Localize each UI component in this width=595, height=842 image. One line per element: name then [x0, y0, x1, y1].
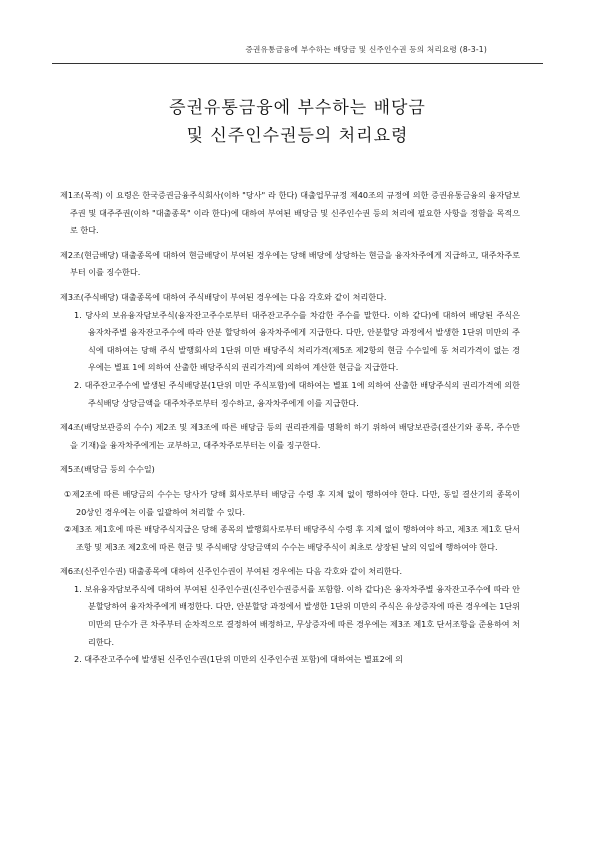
article-4: 제4조(배당보관증의 수수) 제2조 및 제3조에 따른 배당금 등의 권리관계를 명확히 하기 위하여 배당보관증(결산기와 종목, 주수만을 기재)을 융자차주에게는 교부하고, 대주차주로부터는 이를 징구한다. [60, 422, 520, 450]
article-5-clause-1: ①제2조에 따른 배당금의 수수는 당사가 당해 회사로부터 배당금 수령 후 지체 없이 행하여야 한다. 다만, 동일 결산기의 종목이 20상인 경우에는 이를 일괄하여 처리할 수 있다. [64, 488, 520, 517]
article-3: 제3조(주식배당) 대출종목에 대하여 주식배당이 부여된 경우에는 다음 각호와 같이 처리한다. [60, 291, 387, 302]
document-title-line-1: 증권유통금융에 부수하는 배당금 [169, 98, 426, 118]
header-rule [52, 63, 543, 64]
article-6: 제6조(신주인수권) 대출종목에 대하여 신주인수권이 부여된 경우에는 다음 각호와 같이 처리한다. [60, 566, 403, 577]
article-3-item-2: 2. 대주잔고주수에 발생된 주식배당분(1단위 미만 주식포함)에 대하여는 별표 1에 의하여 산출한 배당주식의 권리가격에 의한 주식배당 상당금액을 대주차주로부터 징수하고, 융자차주에게 이를 지급한다. [74, 379, 520, 408]
article-1: 제1조(목적) 이 요령은 한국증권금융주식회사(이하 "당사" 라 한다) 대출업무규정 제40조의 규정에 의한 증권유통금융의 융자담보주권 및 대주주권(이하 "대출종목" 이라 한다)에 대하여 부여된 배당금 및 신주인수권 등의 처리에 필요한 사항을 정함을 목적으로 한다. [60, 190, 520, 236]
article-3-item-1: 1. 당사의 보유융자담보주식(융자잔고주수로부터 대주잔고주수를 차감한 주수를 말한다. 이하 같다)에 대하여 배당된 주식은 융자차주별 융자잔고주수에 따라 안분 할당하여 융자차주에게 지급한다. 다만, 안분할당 과정에서 발생한 1단위 미만의 주식에 대하여는 당해 주식 발행회사의 1단위 미만 배당주식 처리가격(제5조 제2항의 현금 수수일에 동 처리가격이 없는 경우에는 별표 1에 의하여 산출한 배당주식의 권리가격)에 의하여 계산한 현금을 지급한다. [74, 309, 520, 373]
article-6-item-2: 2. 대주잔고주수에 발생된 신주인수권(1단위 미만의 신주인수권 포함)에 대하여는 별표2에 의 [74, 654, 403, 665]
article-6-item-1: 1. 보유융자담보주식에 대하여 부여된 신주인수권(신주인수권증서를 포함함. 이하 같다)은 융자차주별 융자잔고주수에 따라 안분할당하여 융자차주에게 배정한다. 다만, 안분할당 과정에서 발생한 1단위 미만의 주식은 유상증자에 따른 경우에는 1단위 미만의 단수가 큰 차주부터 순차적으로 결정하여 배정하고, 무상증자에 따른 경우에는 제3조 제1호 단서조항을 준용하여 처리한다. [74, 583, 521, 647]
document-title-line-2: 및 신주인수권등의 처리요령 [186, 126, 409, 146]
document-body [60, 187, 520, 669]
article-2: 제2조(현금배당) 대출종목에 대하여 현금배당이 부여된 경우에는 당해 배당에 상당하는 현금을 융자차주에게 지급하고, 대주차주로부터 이를 징수한다. [60, 249, 520, 278]
running-header: 증권유통금융에 부수하는 배당금 및 신주인수권 등의 처리요령 (8-3-1) [245, 45, 487, 54]
article-5-clause-2: ②제3조 제1호에 따른 배당주식지급은 당해 종목의 발행회사로부터 배당주식 수령 후 지체 없이 행하여야 하고, 제3조 제1호 단서조항 및 제3조 제2호에 따른 현금 및 주식배당 상당금액의 수수는 배당주식이 최초로 상장된 날의 익일에 행하여야 한다. [64, 524, 520, 552]
article-5-heading: 제5조(배당금 등의 수수일) [60, 464, 155, 475]
